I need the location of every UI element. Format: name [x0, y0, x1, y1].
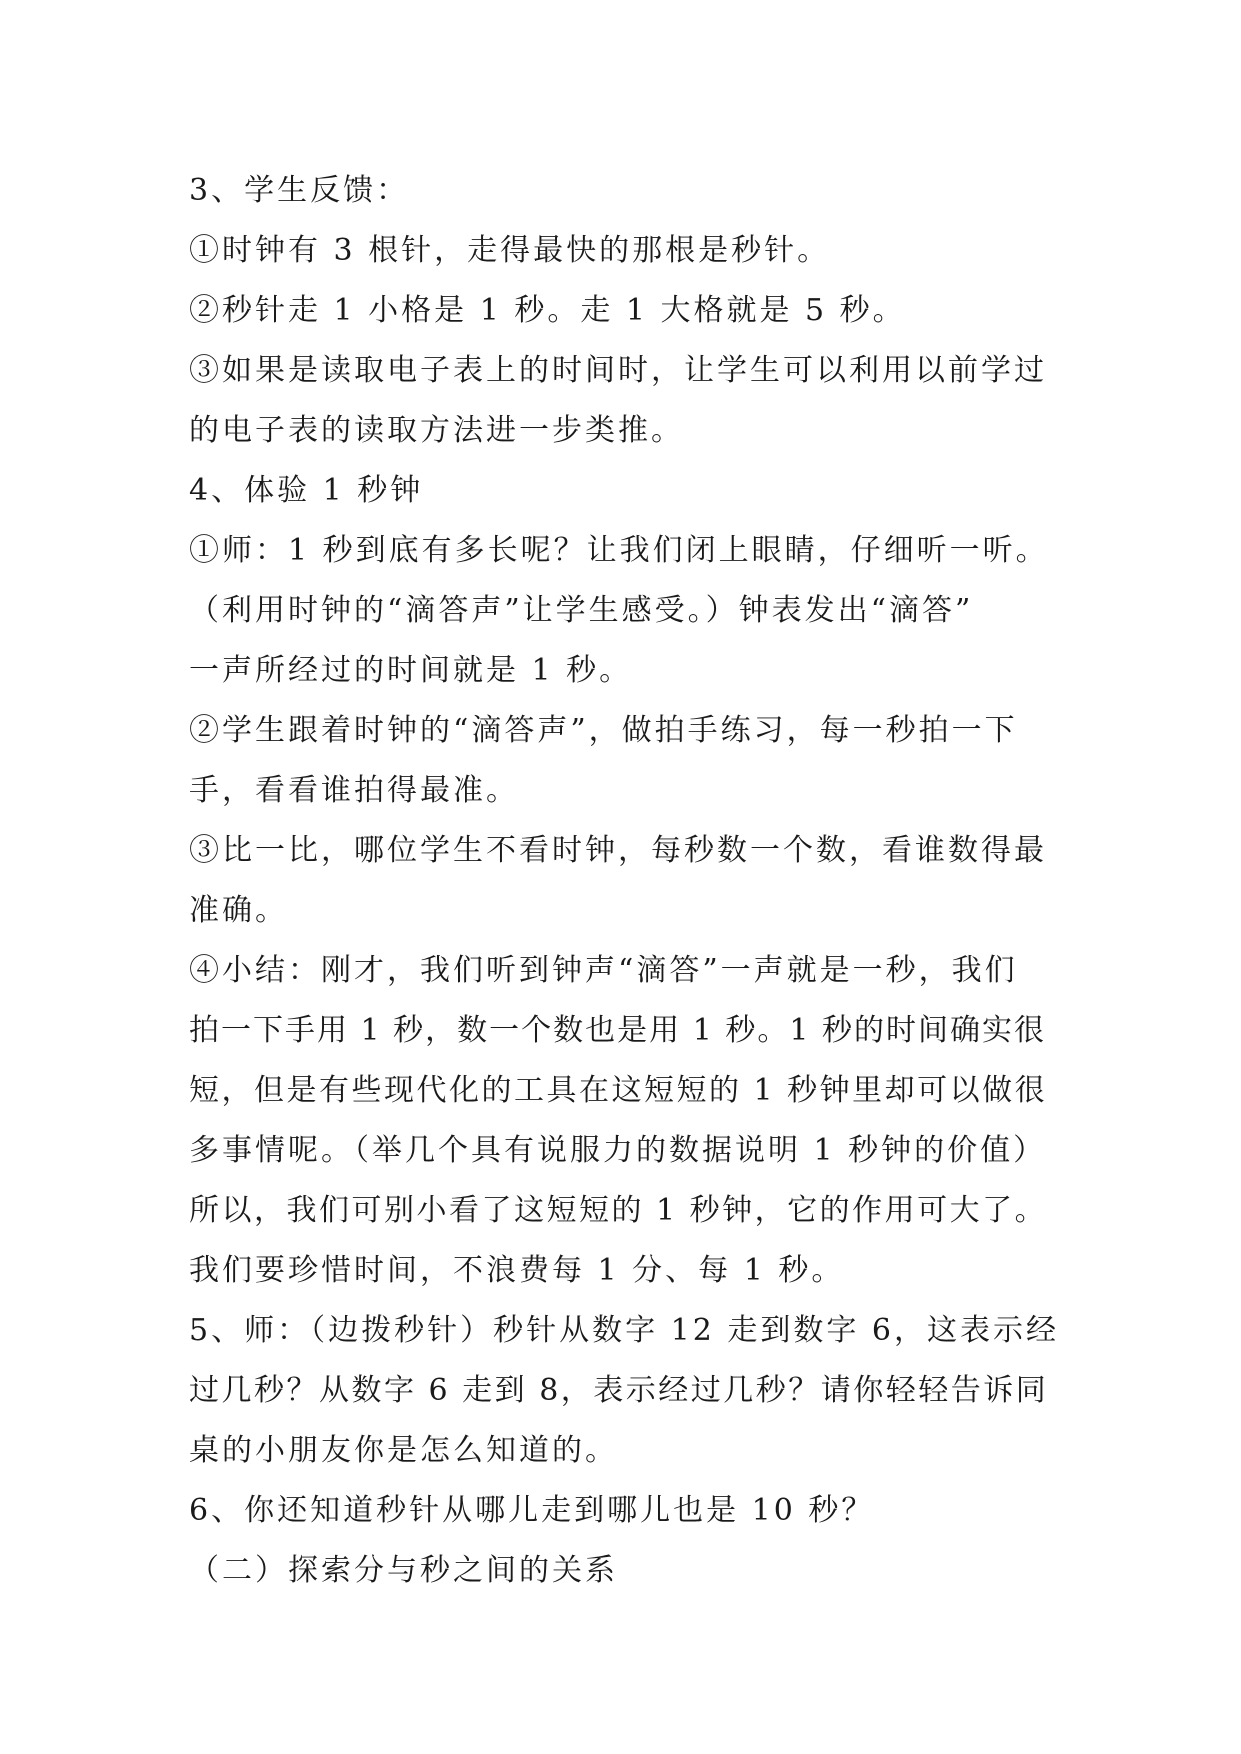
paragraph-line: 过几秒？从数字 6 走到 8，表示经过几秒？请你轻轻告诉同 — [189, 1373, 1049, 1408]
paragraph-line: ②秒针走 1 小格是 1 秒。走 1 大格就是 5 秒。 — [189, 293, 906, 328]
paragraph-line: 短，但是有些现代化的工具在这短短的 1 秒钟里却可以做很 — [189, 1073, 1048, 1108]
paragraph-line: 的电子表的读取方法进一步类推。 — [189, 413, 684, 448]
paragraph-line: （利用时钟的“滴答声”让学生感受。）钟表发出“滴答” — [189, 593, 974, 628]
paragraph-line: 所以，我们可别小看了这短短的 1 秒钟，它的作用可大了。 — [189, 1193, 1048, 1228]
paragraph-line: ①时钟有 3 根针，走得最快的那根是秒针。 — [189, 233, 831, 268]
paragraph-line: ②学生跟着时钟的“滴答声”，做拍手练习，每一秒拍一下 — [189, 713, 1018, 748]
paragraph-line: 拍一下手用 1 秒，数一个数也是用 1 秒。1 秒的时间确实很 — [189, 1013, 1046, 1048]
paragraph-line: 多事情呢。（举几个具有说服力的数据说明 1 秒钟的价值） — [189, 1133, 1047, 1168]
paragraph-line: ③如果是读取电子表上的时间时，让学生可以利用以前学过 — [189, 353, 1047, 388]
paragraph-line: ④小结：刚才，我们听到钟声“滴答”一声就是一秒，我们 — [189, 953, 1018, 988]
paragraph-line: 5、师：（边拨秒针）秒针从数字 12 走到数字 6，这表示经 — [189, 1313, 1059, 1348]
paragraph-line: 我们要珍惜时间，不浪费每 1 分、每 1 秒。 — [189, 1253, 845, 1288]
section-heading-experience-one-second: 4、体验 1 秒钟 — [189, 473, 424, 508]
paragraph-line: 一声所经过的时间就是 1 秒。 — [189, 653, 633, 688]
paragraph-line: 手，看看谁拍得最准。 — [189, 773, 519, 808]
paragraph-line: 桌的小朋友你是怎么知道的。 — [189, 1433, 618, 1468]
paragraph-line: ③比一比，哪位学生不看时钟，每秒数一个数，看谁数得最 — [189, 833, 1047, 868]
paragraph-line: ①师：1 秒到底有多长呢？让我们闭上眼睛，仔细听一听。 — [189, 533, 1049, 568]
paragraph-line: 6、你还知道秒针从哪儿走到哪儿也是 10 秒？ — [189, 1493, 875, 1528]
section-heading-minutes-seconds: （二）探索分与秒之间的关系 — [189, 1553, 618, 1588]
document-body — [189, 161, 1059, 1601]
paragraph-line: 准确。 — [189, 893, 288, 928]
section-heading-student-feedback: 3、学生反馈： — [189, 173, 410, 208]
